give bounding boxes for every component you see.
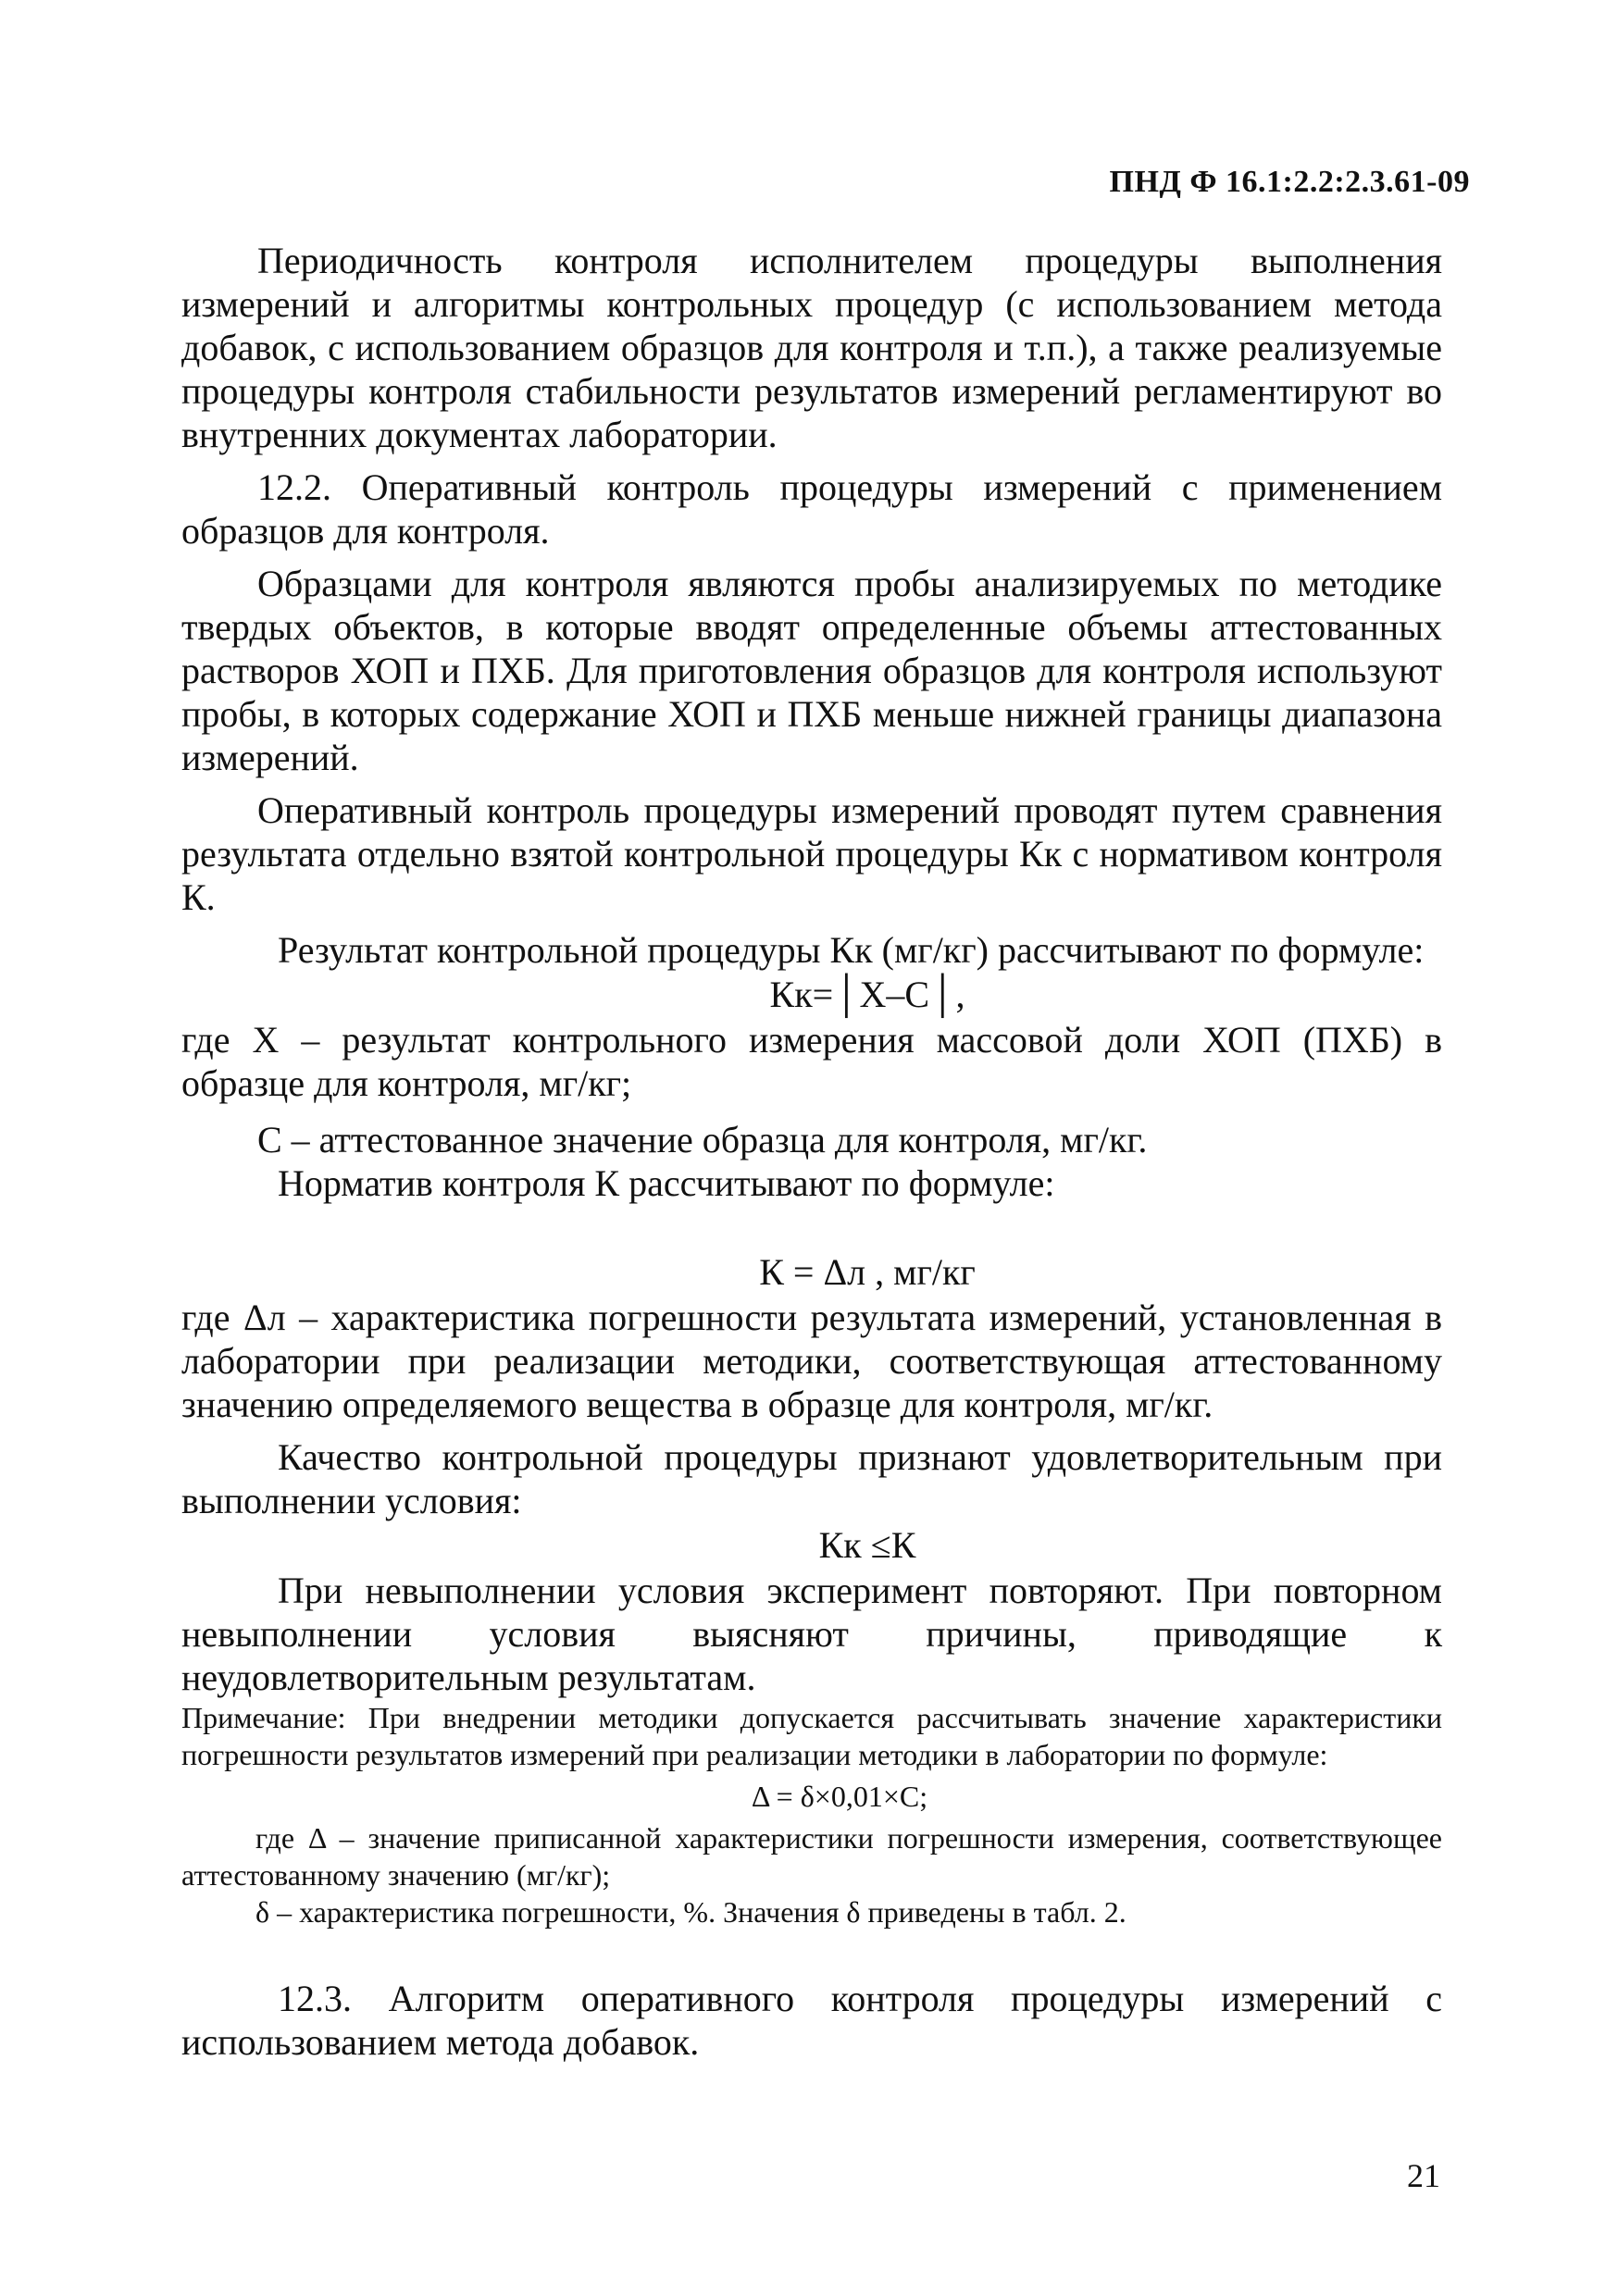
paragraph-operative-control: Оперативный контроль процедуры измерений проводят путем сравнения результата отдельно взятой контрольной процедуры Кк с нормативом контроля К. (181, 789, 1442, 918)
paragraph-quality-condition: Качество контрольной процедуры признают удовлетворительным при выполнении условия: (181, 1436, 1442, 1521)
document-body (181, 239, 1442, 2064)
paragraph-where-x: где X – результат контрольного измерения массовой доли ХОП (ПХБ) в образце для контроля, мг/кг; (181, 1019, 1442, 1104)
note-delta-char: δ – характеристика погрешности, %. Значения δ приведены в табл. 2. (255, 1895, 1126, 1929)
paragraph-repeat: При невыполнении условия эксперимент повторяют. При повторном невыполнении условия выясняют причины, приводящие к неудовлетворительным результатам. (181, 1570, 1442, 1698)
paragraph-where-c: С – аттестованное значение образца для контроля, мг/кг. (257, 1119, 1148, 1160)
paragraph-control-samples: Образцами для контроля являются пробы анализируемых по методике твердых объектов, в которые вводят определенные объемы аттестованных растворов ХОП и ПХБ. Для приготовления образцов для контроля используют пробы, в которых содержание ХОП и ПХБ меньше нижней границы диапазона измерений. (181, 563, 1442, 778)
paragraph-where-delta-l: где Δл – характеристика погрешности результата измерений, установленная в лаборатории при реализации методики, соответствующая аттестованному значению определяемого вещества в образце для контроля, мг/кг. (181, 1297, 1442, 1425)
paragraph-k-calc: Норматив контроля К рассчитывают по формуле: (278, 1162, 1055, 1204)
paragraph-periodicity: Периодичность контроля исполнителем процедуры выполнения измерений и алгоритмы контрольных процедур (с использованием метода добавок, с использованием образцов для контроля и т.п.), а также реализуемые процедуры контроля стабильности результатов измерений регламентируют во внутренних документах лаборатории. (181, 240, 1442, 455)
section-12-2-heading: 12.2. Оперативный контроль процедуры измерений с применением образцов для контроля. (181, 466, 1442, 552)
formula-condition: Кк ≤К (818, 1524, 916, 1566)
note-formula: Δ = δ×0,01×C; (751, 1780, 928, 1813)
note-where-delta: где Δ – значение приписанной характеристики погрешности измерения, соответствующее аттестованному значению (мг/кг); (181, 1821, 1442, 1892)
section-12-3-heading: 12.3. Алгоритм оперативного контроля процедуры измерений с использованием метода добавок. (181, 1978, 1442, 2063)
formula-k: К = Δл , мг/кг (759, 1251, 976, 1293)
paragraph-kk-calc: Результат контрольной процедуры Кк (мг/кг) рассчитывают по формуле: (278, 929, 1425, 971)
page-number: 21 (1407, 2157, 1440, 2194)
note-paragraph: Примечание: При внедрении методики допускается рассчитывать значение характеристики погрешности результатов измерений при реализации методики в лаборатории по формуле: (181, 1701, 1442, 1771)
document-code-header: ПНД Ф 16.1:2.2:2.3.61-09 (1109, 165, 1470, 199)
formula-kk: Кк=│X–C│, (769, 974, 965, 1015)
